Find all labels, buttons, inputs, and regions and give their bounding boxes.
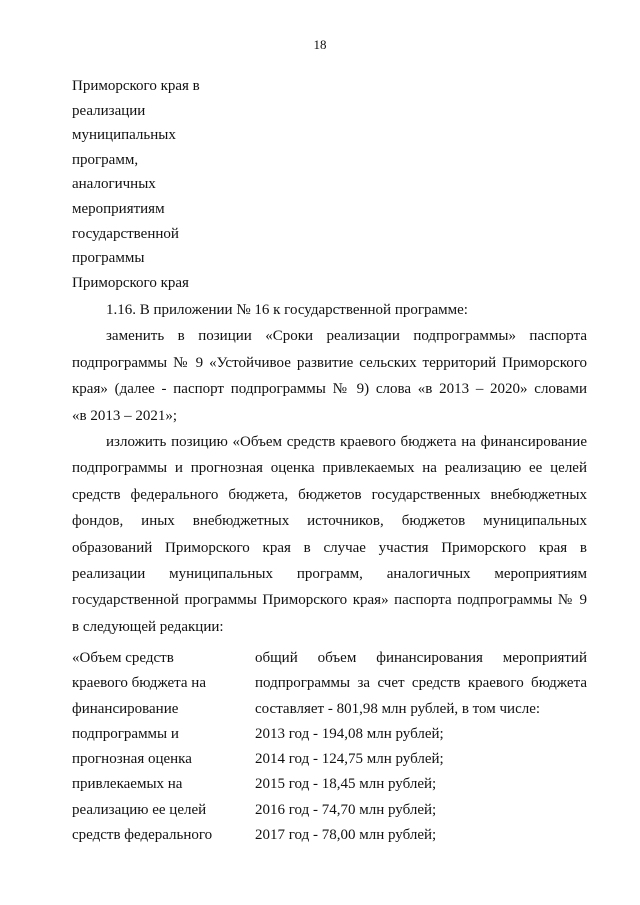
text-line: программы (72, 250, 145, 267)
text-line: 2014 год - 124,75 млн рублей; (255, 751, 444, 768)
text-line: реализации муниципальных программ, аналогичных мероприятиям (72, 566, 587, 583)
text-line: краевого бюджета на (72, 675, 206, 692)
budget-table (72, 646, 587, 848)
text-line: программ, (72, 151, 139, 168)
text-line: общий объем финансирования мероприятий (255, 650, 587, 666)
text-line: муниципальных (72, 127, 176, 144)
text-line: «в 2013 – 2021»; (72, 407, 177, 424)
text-line: государственной (72, 225, 179, 242)
text-line: государственной программы Приморского края» паспорта подпрограммы № 9 (72, 592, 587, 609)
document-body (72, 297, 587, 640)
text-line: подпрограммы и (72, 725, 179, 742)
text-line: Приморского края в (72, 78, 200, 94)
text-line: подпрограммы за счет средств краевого бюджета (255, 675, 587, 692)
text-line: образований Приморского края в случае участия Приморского края в (72, 539, 587, 556)
text-line: реализацию ее целей (72, 801, 207, 818)
text-line: в следующей редакции: (72, 618, 224, 635)
text-line: прогнозная оценка (72, 751, 192, 768)
text-line: мероприятиям (72, 200, 165, 217)
text-line: средств федерального (72, 827, 213, 844)
text-line: реализации (72, 102, 146, 119)
text-line: Приморского края (72, 274, 189, 291)
text-line: финансирование (72, 700, 179, 717)
text-line: подпрограммы № 9 «Устойчивое развитие сельских территорий Приморского (72, 354, 587, 371)
text-line: 2013 год - 194,08 млн рублей; (255, 725, 444, 742)
paragraph-1-16: 1.16. В приложении № 16 к государственной программе: (106, 302, 468, 318)
table-label-cell (72, 646, 255, 848)
text-line: аналогичных (72, 176, 156, 193)
text-line: подпрограммы и прогнозная оценка привлекаемых на реализацию ее целей (72, 460, 587, 477)
table-value-cell (255, 646, 587, 848)
text-line: края» (далее - паспорт подпрограммы № 9) слова «в 2013 – 2020» словами (72, 381, 587, 398)
paragraph-restate-position (72, 429, 587, 640)
page-number: 18 (313, 37, 327, 52)
text-line: изложить позицию «Объем средств краевого бюджета на финансирование (106, 434, 587, 451)
text-line: составляет - 801,98 млн рублей, в том числе: (255, 700, 541, 717)
text-line: 2015 год - 18,45 млн рублей; (255, 776, 437, 793)
text-line: привлекаемых на (72, 776, 183, 793)
text-line: 2017 год - 78,00 млн рублей; (255, 827, 437, 844)
text-line: средств федерального бюджета, бюджетов государственных внебюджетных (72, 486, 587, 503)
text-line: заменить в позиции «Сроки реализации подпрограммы» паспорта (106, 328, 587, 345)
text-line: фондов, иных внебюджетных источников, бюджетов муниципальных (72, 513, 587, 530)
text-line: «Объем средств (72, 650, 174, 666)
paragraph-replace-terms (72, 323, 587, 429)
previous-table-cell-continuation (72, 74, 312, 295)
text-line: 2016 год - 74,70 млн рублей; (255, 801, 437, 818)
table-row (72, 646, 587, 848)
